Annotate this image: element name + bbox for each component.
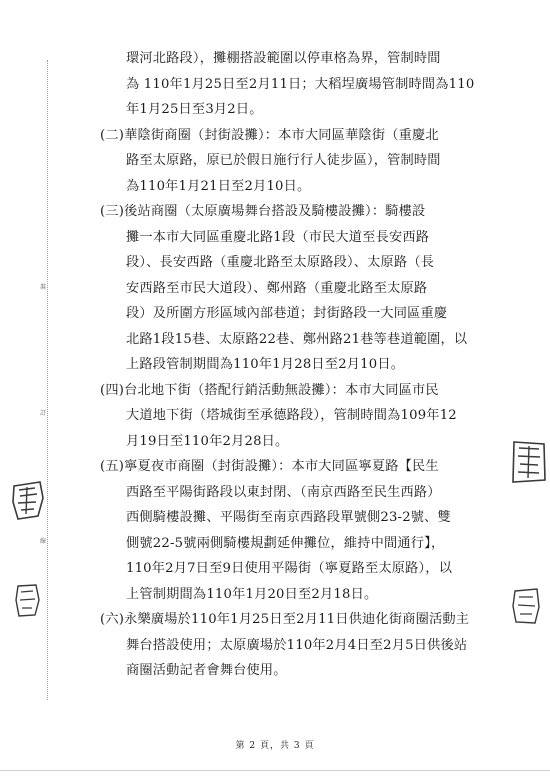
text-line: 環河北路段），攤棚搭設範圍以停車格為界，管制時間 [126,51,441,66]
text-line: 段）、長安西路（重慶北路至太原路段）、太原路（長 [126,255,435,270]
seal-stamp-left-bottom [12,580,42,620]
binding-mark-zhuang: 裝 [40,284,47,291]
binding-dotted-line [47,60,48,700]
text-line: 年1月25日至3月2日。 [126,102,263,117]
text-line: 側號22-5號兩側騎樓規劃延伸攤位，維持中間通行】， [126,535,445,551]
text-line: 上路段管制期間為110年1月28日至2月10日。 [126,357,405,372]
text-line: 安西路至市民大道段）、鄭州路（重慶北路至太原路 [126,280,428,296]
text-line: 月19日至110年2月28日。 [126,433,289,449]
text-line: 路至太原路，原已於假日施行行人徒步區），管制時間 [126,153,441,168]
section-heading-4: (四)台北地下街（搭配行銷活動無設攤）：本市大同區市民 [100,382,439,398]
seal-stamp-right-bottom [510,585,542,627]
section-heading-2: (二)華陰街商圈（封街設攤）：本市大同區華陰街（重慶北 [100,127,439,143]
text-line: 攤一本市大同區重慶北路1段（市民大道至長安西路 [126,229,430,245]
seal-stamp-left-top [10,478,46,522]
text-line: 西側騎樓設攤、平陽街至南京西路段單號側23-2號、雙 [126,510,451,525]
page-bottom-rule [0,770,550,771]
text-line: 上管制期間為110年1月20日至2月18日。 [126,586,378,602]
section-heading-6: (六)永樂廣場於110年1月25日至2月11日供迪化街商圈活動主 [100,612,470,627]
text-line: 為 110年1月25日至2月11日；大稻埕廣場管制時間為110 [126,76,475,92]
text-line: 北路1段15巷、太原路22巷、鄭州路21巷等巷道範圍，以 [126,331,468,347]
text-line: 舞台搭設使用；太原廣場於110年2月4日至2月5日供後站 [126,637,468,653]
section-heading-5: (五)寧夏夜市商圈（封街設攤）：本市大同區寧夏路【民生 [100,459,439,474]
document-body [100,46,500,684]
text-line: 段）及所圍方形區域內部巷道；封街路段一大同區重慶 [126,306,448,321]
binding-mark-xian: 線 [40,538,47,545]
seal-stamp-right-top [508,438,548,486]
text-line: 大道地下街（塔城街至承德路段），管制時間為109年12 [126,408,457,423]
text-line: 110年2月7日至9日使用平陽街（寧夏路至太原路），以 [126,561,453,576]
text-line: 西路至平陽街路段以東封閉、（南京西路至民生西路） [126,484,441,500]
section-heading-3: (三)後站商圈（太原廣場舞台搭設及騎樓設攤）：騎樓設 [100,204,426,219]
page-number: 第 2 頁，共 3 頁 [235,741,315,751]
text-line: 為110年1月21日至2月10日。 [126,178,311,194]
binding-mark-ding: 訂 [40,410,47,417]
text-line: 商圈活動記者會舞台使用。 [126,663,287,678]
